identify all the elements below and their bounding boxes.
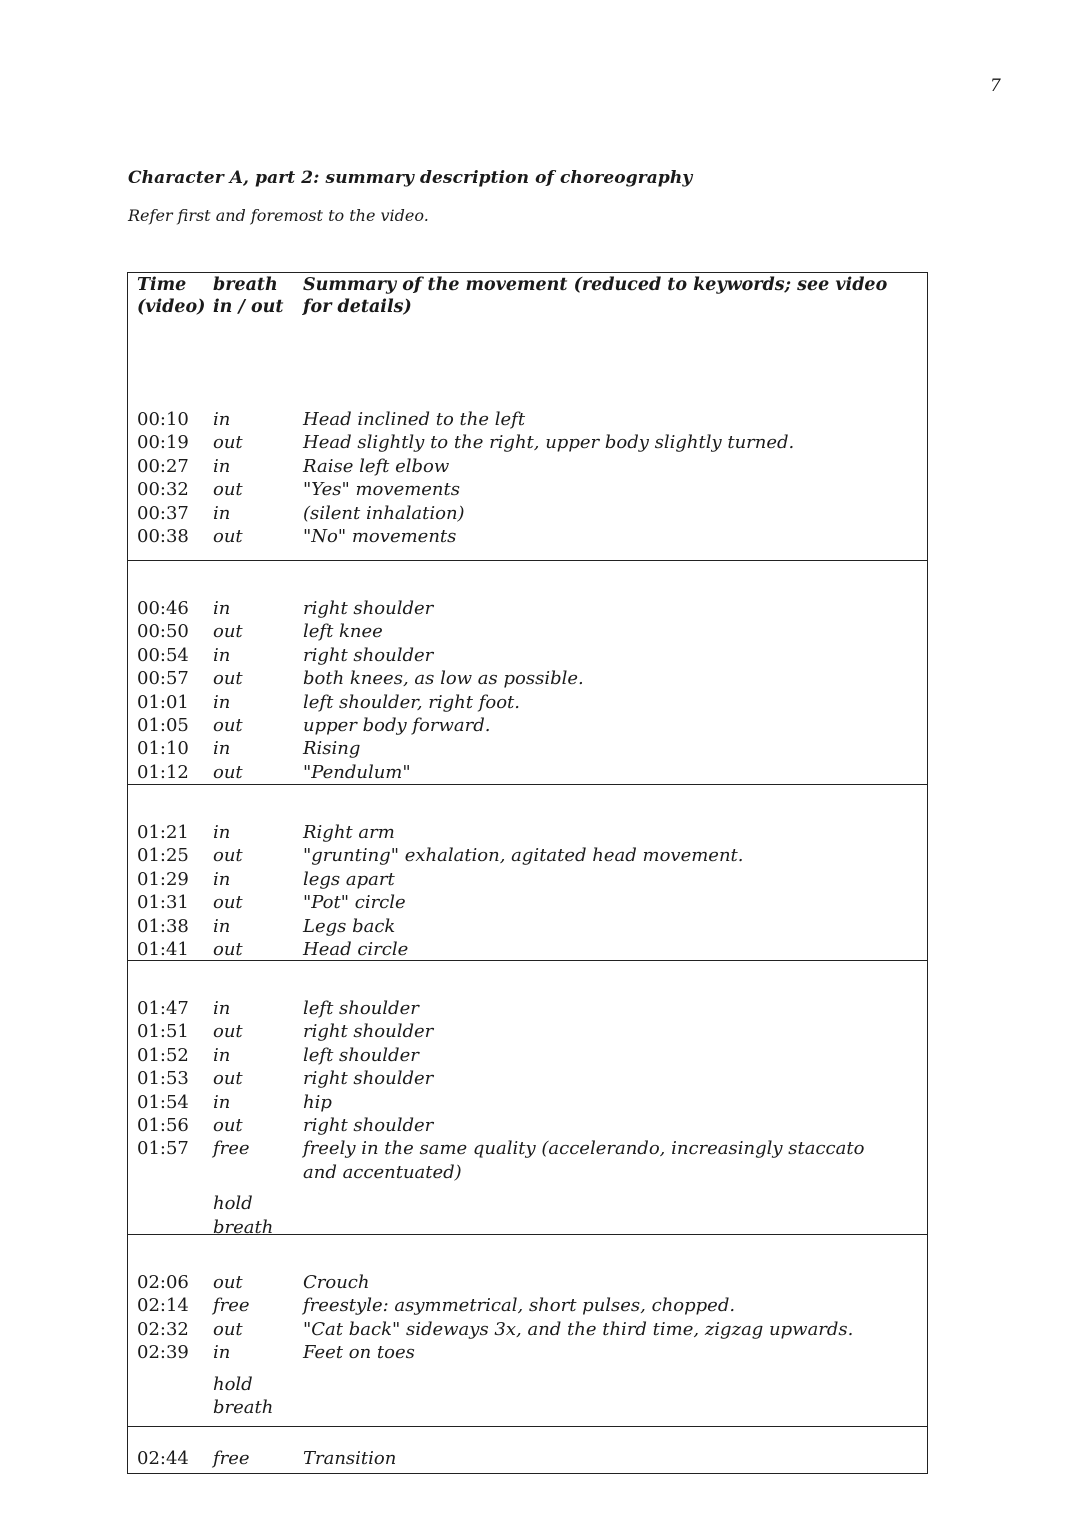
table-body: [128, 324, 927, 1473]
table-section: [128, 1427, 927, 1473]
cell-hold-breath: hold breath: [213, 1373, 274, 1419]
table-row: [128, 478, 927, 501]
cell-breath: out: [213, 1021, 243, 1043]
cell-time: 00:57: [137, 668, 189, 690]
cell-breath: out: [213, 939, 243, 961]
cell-time: 01:25: [137, 845, 189, 867]
cell-breath: out: [213, 1068, 243, 1090]
cell-time: 02:32: [137, 1318, 189, 1340]
cell-time: 00:10: [137, 409, 189, 430]
header-time: [128, 274, 213, 318]
table-row: [128, 938, 927, 961]
cell-breath: in: [213, 738, 231, 760]
cell-summary: Raise left elbow: [303, 455, 450, 477]
cell-summary: "grunting" exhalation, agitated head movement.: [303, 845, 744, 867]
cell-summary: Head inclined to the left: [303, 409, 526, 430]
table-row: [128, 1318, 927, 1341]
cell-summary: both knees, as low as possible.: [303, 668, 584, 690]
cell-time: 01:47: [137, 998, 189, 1019]
table-row: [128, 714, 927, 737]
table-row: [128, 1294, 927, 1317]
cell-summary: left shoulder: [303, 998, 419, 1019]
cell-time: 01:53: [137, 1068, 189, 1090]
cell-summary: Head circle: [303, 939, 409, 961]
table-row: [128, 737, 927, 760]
table-row: [128, 525, 927, 548]
table-row: [128, 1044, 927, 1067]
cell-summary: hip: [303, 1091, 332, 1113]
cell-breath: out: [213, 892, 243, 914]
table-row: [128, 644, 927, 667]
table-row: [128, 408, 927, 431]
cell-summary: left shoulder: [303, 1044, 419, 1066]
cell-summary: Feet on toes: [303, 1342, 415, 1364]
cell-time: 01:10: [137, 738, 189, 760]
cell-time: 01:31: [137, 892, 189, 914]
cell-time: 02:39: [137, 1342, 189, 1364]
cell-breath: out: [213, 479, 243, 501]
table-row: [128, 667, 927, 690]
header-time-line2: (video): [137, 297, 206, 317]
cell-time: 01:21: [137, 822, 189, 843]
cell-summary: freely in the same quality (accelerando, increasingly staccato and accentuated): [303, 1138, 865, 1183]
cell-breath: in: [213, 998, 231, 1019]
cell-time: 02:06: [137, 1272, 189, 1293]
cell-summary: Rising: [303, 738, 361, 760]
header-summary: Summary of the movement (reduced to keywords; see video for details): [303, 275, 888, 317]
hold-breath-row: [128, 1192, 927, 1239]
cell-breath: in: [213, 915, 231, 937]
cell-time: 01:41: [137, 939, 189, 961]
cell-breath: free: [213, 1295, 250, 1317]
table-row: [128, 1067, 927, 1090]
table-row: [128, 1114, 927, 1137]
cell-time: 01:38: [137, 915, 189, 937]
cell-breath: in: [213, 1091, 231, 1113]
table-section: [128, 324, 927, 561]
cell-time: 00:37: [137, 502, 189, 524]
cell-time: 01:01: [137, 691, 189, 713]
cell-time: 00:32: [137, 479, 189, 501]
cell-breath: out: [213, 668, 243, 690]
table-row: [128, 821, 927, 844]
cell-summary: left shoulder, right foot.: [303, 691, 521, 713]
cell-time: 01:54: [137, 1091, 189, 1113]
cell-summary: "Pot" circle: [303, 892, 406, 914]
cell-summary: Head slightly to the right, upper body slightly turned.: [303, 432, 795, 454]
choreography-table: [127, 272, 928, 1474]
cell-time: 02:44: [137, 1448, 189, 1469]
table-row: [128, 891, 927, 914]
cell-time: 02:14: [137, 1295, 189, 1317]
cell-breath: out: [213, 526, 243, 548]
header-breath-line1: breath: [213, 275, 278, 295]
cell-breath: in: [213, 644, 231, 666]
cell-summary: upper body forward.: [303, 715, 491, 737]
cell-time: 00:27: [137, 455, 189, 477]
cell-time: 01:29: [137, 868, 189, 890]
table-row: [128, 1091, 927, 1114]
cell-time: 01:12: [137, 761, 189, 783]
cell-summary: "Cat back" sideways 3x, and the third time, zigzag upwards.: [303, 1318, 854, 1340]
cell-breath: out: [213, 715, 243, 737]
cell-breath: out: [213, 1318, 243, 1340]
cell-time: 00:54: [137, 644, 189, 666]
cell-breath: out: [213, 432, 243, 454]
cell-time: 00:38: [137, 526, 189, 548]
cell-summary: "No" movements: [303, 526, 457, 548]
cell-summary: (silent inhalation): [303, 502, 465, 524]
table-row: [128, 502, 927, 525]
cell-time: 00:19: [137, 432, 189, 454]
cell-time: 01:05: [137, 715, 189, 737]
table-row: [128, 1447, 927, 1470]
table-row: [128, 431, 927, 454]
table-row: [128, 761, 927, 784]
page-number: 7: [990, 76, 1001, 96]
cell-summary: Crouch: [303, 1272, 370, 1293]
cell-breath: in: [213, 598, 231, 619]
table-row: [128, 1271, 927, 1294]
cell-breath: out: [213, 761, 243, 783]
cell-time: 01:56: [137, 1115, 189, 1137]
cell-time: 01:52: [137, 1044, 189, 1066]
cell-time: 01:51: [137, 1021, 189, 1043]
cell-summary: left knee: [303, 621, 383, 643]
cell-breath: free: [213, 1138, 250, 1160]
document-subtitle: Refer first and foremost to the video.: [128, 206, 429, 225]
table-row: [128, 997, 927, 1020]
table-row: [128, 868, 927, 891]
table-section: [128, 785, 927, 961]
cell-breath: in: [213, 409, 231, 430]
cell-breath: in: [213, 691, 231, 713]
cell-summary: Right arm: [303, 822, 395, 843]
table-section: [128, 961, 927, 1238]
cell-summary: legs apart: [303, 868, 395, 890]
table-row: [128, 620, 927, 643]
header-time-line1: Time: [137, 275, 187, 295]
document-title: Character A, part 2: summary description of choreography: [128, 168, 693, 188]
cell-breath: out: [213, 621, 243, 643]
cell-summary: freestyle: asymmetrical, short pulses, chopped.: [303, 1295, 736, 1317]
table-row: [128, 597, 927, 620]
cell-breath: out: [213, 845, 243, 867]
cell-breath: in: [213, 822, 231, 843]
cell-summary: Legs back: [303, 915, 396, 937]
cell-summary: right shoulder: [303, 1115, 434, 1137]
table-row: [128, 1341, 927, 1364]
hold-breath-row: [128, 1373, 927, 1420]
cell-summary: right shoulder: [303, 598, 434, 619]
cell-summary: Transition: [303, 1448, 397, 1469]
header-breath: [213, 274, 303, 318]
table-section: [128, 561, 927, 785]
cell-breath: in: [213, 455, 231, 477]
cell-breath: out: [213, 1272, 243, 1293]
cell-breath: in: [213, 1044, 231, 1066]
table-section: [128, 1235, 927, 1427]
cell-breath: free: [213, 1448, 250, 1469]
table-row: [128, 1020, 927, 1043]
cell-breath: in: [213, 502, 231, 524]
cell-summary: "Yes" movements: [303, 479, 460, 501]
header-breath-line2: in / out: [213, 297, 284, 317]
cell-summary: "Pendulum": [303, 761, 411, 783]
table-row: [128, 691, 927, 714]
cell-time: 00:46: [137, 598, 189, 619]
table-row: [128, 915, 927, 938]
table-row: [128, 1137, 927, 1184]
cell-time: 00:50: [137, 621, 189, 643]
cell-breath: in: [213, 1342, 231, 1364]
table-row: [128, 455, 927, 478]
cell-summary: right shoulder: [303, 644, 434, 666]
cell-hold-breath: hold breath: [213, 1193, 274, 1238]
cell-summary: right shoulder: [303, 1068, 434, 1090]
cell-time: 01:57: [137, 1138, 189, 1160]
table-header: [128, 273, 927, 324]
table-row: [128, 844, 927, 867]
cell-summary: right shoulder: [303, 1021, 434, 1043]
cell-breath: out: [213, 1115, 243, 1137]
cell-breath: in: [213, 868, 231, 890]
